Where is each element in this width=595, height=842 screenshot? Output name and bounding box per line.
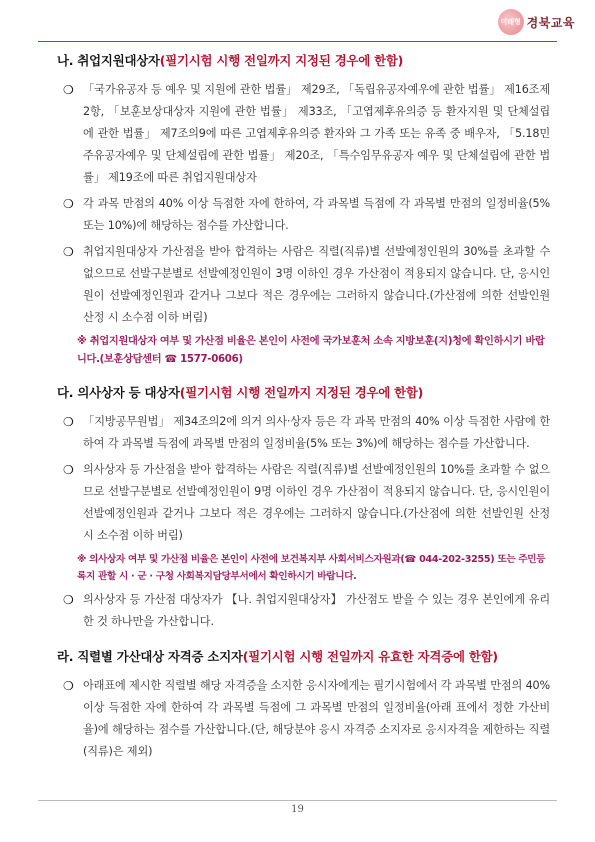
notice-note bbox=[60, 551, 550, 585]
logo-text: 경북교육 bbox=[526, 15, 575, 30]
list-item-text: 의사상자 등 가산점을 받아 합격하는 사람은 직렬(직류)별 선발예정인원의 10%를 초과할 수 없으므로 선발구분별로 선발예정인원이 9명 이하인 경우 가산점이 적용되지 않습니다. 단, 응시인원이 선발예정인원과 같거나 그보다 적은 경우에는 그러하지 않습니다.(가산점에 의한 선발인원 산정 시 소수점 이하 버림) bbox=[83, 463, 550, 542]
logo-emblem-icon: 미래형 bbox=[498, 9, 524, 35]
circle-bullet-icon: ❍ bbox=[63, 197, 74, 211]
section-title-employment-support bbox=[57, 51, 550, 69]
circle-bullet-icon: ❍ bbox=[63, 593, 74, 607]
notice-note bbox=[60, 333, 550, 369]
section-title-casualty bbox=[57, 383, 550, 401]
list-item bbox=[60, 193, 550, 237]
list-item bbox=[60, 241, 550, 329]
notice-text: ※ 의사상자 여부 및 가산점 비율은 본인이 사전에 보건복지부 사회서비스자원과(☎ 044-202-3255) 또는 주민등록지 관할 시 · 군 · 구청 사회복지담당부서에서 확인하시기 바랍니다. bbox=[77, 554, 546, 582]
list-item-text: 취업지원대상자 가산점을 받아 합격하는 사람은 직렬(직류)별 선발예정인원의 30%를 초과할 수 없으므로 선발구분별로 선발예정인원이 3명 이하인 경우 가산점이 적용되지 않습니다. 단, 응시인원이 선발예정인원과 같거나 그보다 적은 경우에는 그러하지 않습니다.(가산점에 의한 선발인원 산정 시 소수점 이하 버림) bbox=[83, 245, 550, 324]
list-item-text: 각 과목 만점의 40% 이상 득점한 자에 한하여, 각 과목별 득점에 각 과목별 만점의 일정비율(5% 또는 10%)에 해당하는 점수를 가산합니다. bbox=[83, 197, 550, 232]
circle-bullet-icon: ❍ bbox=[63, 83, 74, 97]
section-title-condition: (필기시험 시행 전일까지 유효한 자격증에 한함) bbox=[242, 649, 498, 664]
list-item-text: 「지방공무원법」 제34조의2에 의거 의사·상자 등은 각 과목 만점의 40% 이상 득점한 사람에 한하여 각 과목별 득점에 과목별 만점의 일정비율(5% 또는 3%)에 해당하는 점수를 가산합니다. bbox=[83, 415, 550, 450]
list-item-text: 의사상자 등 가산점 대상자가 【나. 취업지원대상자】 가산점도 받을 수 있는 경우 본인에게 유리한 것 하나만을 가산합니다. bbox=[83, 593, 550, 628]
notice-text: ※ 취업지원대상자 여부 및 가산점 비율은 본인이 사전에 국가보훈처 소속 지방보훈(지)청에 확인하시기 바랍니다.(보훈상담센터 ☎ 1577-0606) bbox=[77, 336, 545, 365]
circle-bullet-icon: ❍ bbox=[63, 245, 74, 259]
list-item bbox=[60, 411, 550, 455]
circle-bullet-icon: ❍ bbox=[63, 679, 74, 693]
list-item-text: 아래표에 제시한 직렬별 해당 자격증을 소지한 응시자에게는 필기시험에서 각 과목별 만점의 40% 이상 득점한 자에 한하여 각 과목별 득점에 그 과목별 만점의 일정비율(아래 표에서 정한 가산비율)에 해당하는 점수를 가산합니다.(단, 해당분야 응시 자격증 소지자로 응시자격을 제한하는 직렬(직류)은 제외) bbox=[83, 679, 550, 758]
list-item-text: 「국가유공자 등 예우 및 지원에 관한 법률」 제29조, 「독립유공자예우에 관한 법률」 제16조제2항, 「보훈보상대상자 지원에 관한 법률」 제33조, 「고엽제후유의증 등 환자지원 및 단체설립에 관한 법률」 제7조의9에 따른 고엽제후유의증 환자와 그 가족 또는 유족 중 배우자, 「5.18민주유공자예우 및 단체설립에 관한 법률」 제20조, 「특수임무유공자 예우 및 단체설립에 관한 법률」 제19조에 따른 취업지원대상자 bbox=[83, 83, 550, 184]
list-item bbox=[60, 459, 550, 547]
section-title-condition: (필기시험 시행 전일까지 지정된 경우에 한함) bbox=[179, 385, 424, 400]
section-title-text: 나. 취업지원대상자 bbox=[57, 53, 160, 68]
list-item bbox=[60, 675, 550, 763]
circle-bullet-icon: ❍ bbox=[63, 415, 74, 429]
section-title-condition: (필기시험 시행 전일까지 지정된 경우에 한함) bbox=[159, 53, 404, 68]
list-item bbox=[60, 589, 550, 633]
section-title-text: 다. 의사상자 등 대상자 bbox=[57, 385, 180, 400]
circle-bullet-icon: ❍ bbox=[63, 463, 74, 477]
header-divider bbox=[38, 41, 557, 42]
header-logo bbox=[498, 8, 575, 36]
list-item bbox=[60, 79, 550, 189]
section-title-text: 라. 직렬별 가산대상 자격증 소지자 bbox=[57, 649, 243, 664]
section-title-certificate bbox=[57, 647, 550, 665]
document-body bbox=[57, 51, 550, 767]
page-number: 19 bbox=[291, 804, 304, 815]
footer-divider bbox=[38, 800, 557, 801]
